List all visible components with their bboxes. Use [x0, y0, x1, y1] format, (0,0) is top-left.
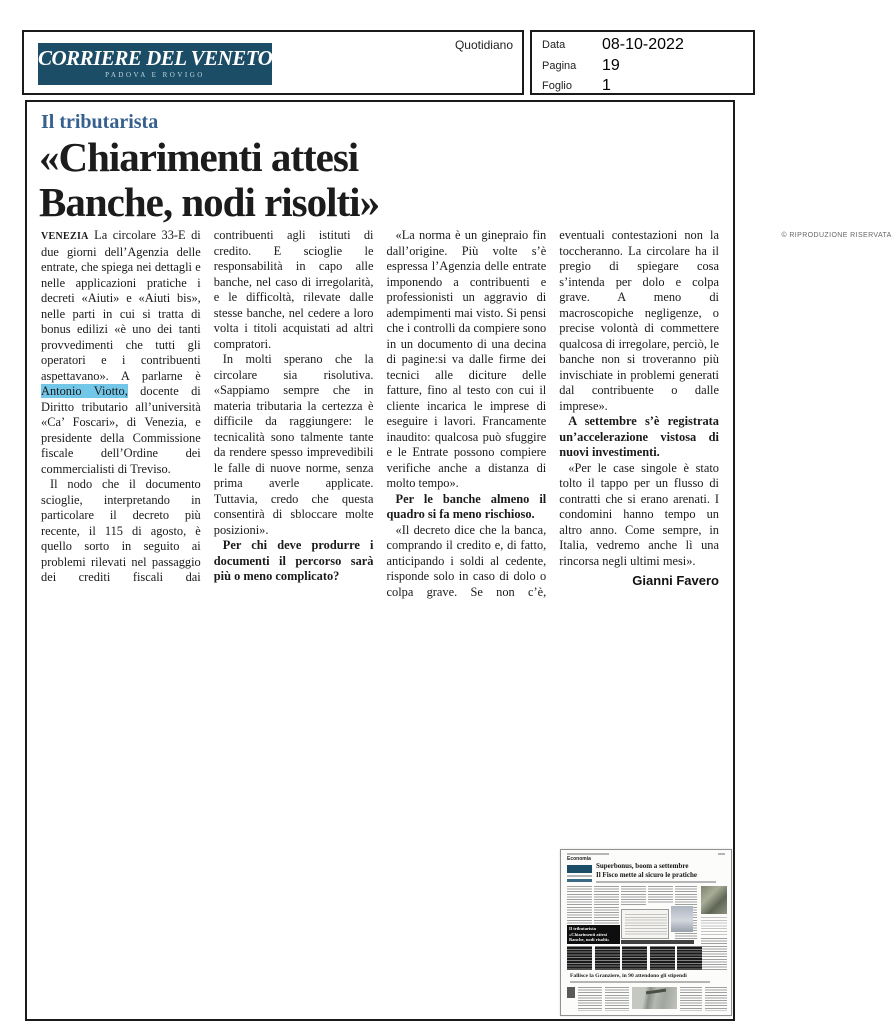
mini-highlight-kicker: Il tributarista — [569, 926, 596, 931]
article-paragraph: «Per le case singole è stato tolto il tappo per un flusso di contratti che si erano arenati. I condomini hanno tempo un altro anno. Come sempre, in Italia, vedremo anche lì una rincorsa negli ultimi mesi». — [559, 460, 719, 568]
mini-text-column — [621, 886, 646, 907]
masthead-title: CORRIERE DEL VENETO — [38, 46, 273, 70]
mini-section-label: Economia — [567, 856, 591, 862]
article-paragraph — [41, 228, 201, 477]
mini-text-column — [648, 886, 673, 904]
interview-question: Per le banche almeno il quadro si fa meno rischioso. — [386, 491, 547, 521]
mini-text-column — [578, 987, 602, 1011]
article-paragraph: «La norma è un ginepraio fin dall’origine. Più volte s’è espressa l’Agenzia delle entrate imponendo a contribuenti e professionisti un aggravio di adempimenti mai visto. Si pensi che i controlli da compiere sono in un documento di una decina di pagine:si va dalle firme dei tecnici alle diciture delle fatture, fino al testo con cui il cliente incarica le imprese di eseguire i lavori. Francamente inaudito: qualcosa può sfuggire e le Entrate possono compiere verifiche anche a distanza di molto tempo». — [386, 228, 547, 490]
mini-main-headline-line2: Il Fisco mette al sicuro le pratiche — [596, 871, 697, 879]
mini-highlighted-article-title — [567, 925, 620, 944]
mini-crane-photo — [632, 987, 677, 1009]
article-headline — [39, 135, 379, 225]
dateline: VENEZIA — [41, 231, 89, 242]
mini-subtitle-line — [596, 881, 716, 883]
mini-bottom-subtitle-line — [570, 981, 710, 983]
page-thumbnail — [560, 849, 732, 1016]
mini-text-column — [680, 987, 702, 1011]
mini-page-number — [718, 853, 725, 855]
mini-text-column — [567, 886, 592, 925]
header-meta-box — [530, 30, 755, 95]
mini-highlighted-column — [650, 946, 675, 970]
mini-photo-caption — [701, 917, 727, 935]
article-body-columns — [41, 228, 892, 600]
article-paragraph: Il nodo che il documento scioglie, interpretando in particolare il decreto più recente, il 115 di agosto, è quello sorto in seguito ai problemi rilevati nel passaggio dei crediti fiscali dai contribuenti agli istituti di credito. E scioglie le responsabilità in capo alle banche, nel caso di irregolarità, e le difficoltà, rilevate dalle stesse banche, nel cedere a loro volta i titoli acquistati ad altri compratori. — [41, 228, 374, 584]
mini-highlighted-column — [622, 946, 647, 970]
mini-highlight-title-line1: «Chiarimenti attesi — [569, 931, 607, 937]
mini-highlight-title-line2: Banche, nodi risolti» — [569, 937, 610, 943]
mini-folio-line — [567, 853, 609, 855]
mini-masthead-subline — [567, 875, 592, 877]
byline: Gianni Favero — [632, 573, 719, 588]
header-masthead-box — [22, 30, 524, 95]
interview-question: Per chi deve produrre i documenti il percorso sarà più o meno complicato? — [213, 538, 374, 583]
interview-question: A settembre s’è registrata un’accelerazione vistosa di nuovi investimenti. — [559, 414, 719, 459]
page-value: 19 — [602, 57, 620, 74]
mini-infographic-box — [621, 909, 669, 939]
paragraph-text: La circolare 33-E di due giorni dell’Agenzia delle entrate, che spiega nei dettagli e nelle applicazioni pratiche i decreti «Aiuti» e «Aiuti bis», nelle parti in cui si tratta di bonus edilizi «è uno dei tanti provvedimenti che tutti gli operatori e i contribuenti aspettavano». A parlarne è — [41, 228, 201, 383]
page-label: Pagina — [542, 60, 577, 72]
mini-building-photo — [671, 906, 693, 932]
mini-highlighted-column — [677, 946, 702, 970]
article-paragraph: «Il decreto dice che la banca, comprando il credito e, di fatto, anticipando i soldi al cedente, risponde solo in caso di dolo o colpa grave. Se non c’è, eventuali contestazioni non la toccheranno. La circolare ha il pregio di spiegare cosa s’intenda per dolo e colpa grave. A meno di macroscopiche negligenze, o precise volontà di commettere qualcosa di irregolare, perciò, le banche non si troveranno più invischiate in problemi generati dal contribuente o dalle imprese». — [386, 228, 719, 599]
mini-text-column — [705, 987, 727, 1011]
article-kicker: Il tributarista — [41, 111, 159, 133]
sheet-value: 1 — [602, 77, 611, 94]
headline-line-1: «Chiarimenti attesi — [39, 134, 359, 180]
mini-highlighted-column — [567, 946, 592, 970]
headline-line-2: Banche, nodi risolti» — [39, 179, 380, 225]
mini-masthead-strip — [567, 879, 592, 882]
mini-photo — [701, 886, 727, 914]
mini-main-headline-line1: Superbonus, boom a settembre — [596, 862, 689, 870]
paragraph-text: docente di Diritto tributario all’università «Ca’ Foscari», di Venezia, e presidente della Commissione fiscale dell’Ordine dei commercialisti di Treviso. — [41, 384, 201, 476]
mini-dark-banner — [621, 940, 694, 944]
highlighted-name: Antonio Viotto, — [41, 384, 128, 398]
article-box — [25, 100, 892, 1021]
mini-infographic-lines — [625, 914, 667, 936]
mini-text-column — [605, 987, 629, 1011]
mini-highlighted-column — [595, 946, 620, 970]
mini-bottom-label — [567, 987, 575, 998]
copyright-notice: © RIPRODUZIONE RISERVATA — [781, 232, 892, 239]
mini-bottom-headline: Fallisce la Granziere, in 90 attendono gli stipendi — [570, 973, 687, 979]
masthead-subtitle: PADOVA E ROVIGO — [105, 71, 205, 79]
article-paragraph: In molti sperano che la circolare sia risolutiva. «Sappiamo sempre che in materia tributaria la certezza è difficile da raggiungere: le tecnicalità sono talmente tante da rendere spesso imprevedibili le falle di nuove norme, senza prima averle applicate. Tuttavia, credo che questa consentirà di sbloccare molte posizioni». — [213, 352, 374, 537]
mini-masthead-logo — [567, 865, 592, 873]
mini-text-column — [701, 938, 727, 970]
date-label: Data — [542, 39, 566, 51]
quotidiano-label: Quotidiano — [454, 38, 513, 52]
mini-highlighted-article-columns — [567, 946, 702, 970]
corriere-del-veneto-logo — [38, 43, 272, 85]
sheet-label: Foglio — [542, 80, 572, 92]
date-value: 08-10-2022 — [602, 36, 684, 53]
mini-text-column — [594, 886, 619, 925]
